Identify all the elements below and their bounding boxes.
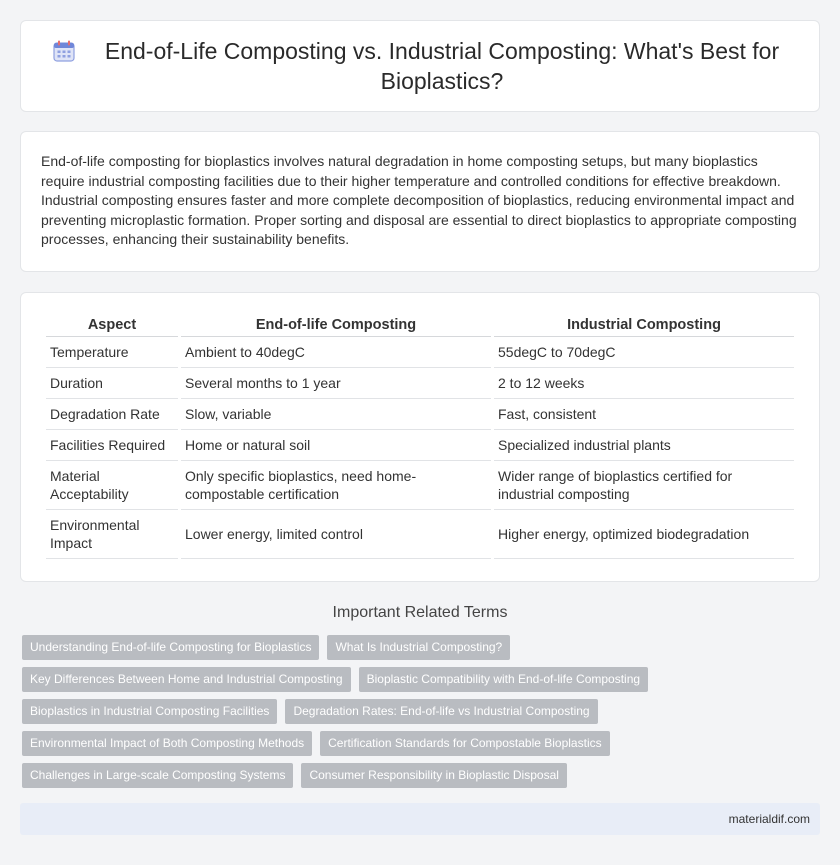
table-row bbox=[46, 461, 794, 510]
intro-card bbox=[20, 131, 820, 272]
intro-text: End-of-life composting for bioplastics involves natural degradation in home composting setups, but many bioplastics require industrial composting facilities due to their higher temperature and controlled conditions for effective breakdown. Industrial composting ensures faster and more complete decomposition of bioplastics, reducing environmental impact and preventing microplastic formation. Proper sorting and disposal are essential to direct bioplastics to appropriate composting processes, enhancing their sustainability benefits. bbox=[41, 153, 797, 247]
related-term-link[interactable]: Degradation Rates: End-of-life vs Industrial Composting bbox=[285, 699, 597, 724]
table-cell: Slow, variable bbox=[181, 399, 491, 430]
table-cell: Facilities Required bbox=[46, 430, 178, 461]
table-cell: Environmental Impact bbox=[46, 510, 178, 559]
related-terms-title: Important Related Terms bbox=[332, 604, 508, 621]
table-cell: 2 to 12 weeks bbox=[494, 368, 794, 399]
comparison-table-card bbox=[20, 292, 820, 582]
footer-site-name[interactable]: materialdif.com bbox=[728, 812, 810, 826]
table-cell: Home or natural soil bbox=[181, 430, 491, 461]
related-term-link[interactable]: Key Differences Between Home and Industrial Composting bbox=[22, 667, 351, 692]
related-term-link[interactable]: Challenges in Large-scale Composting Systems bbox=[22, 763, 293, 788]
header-industrial: Industrial Composting bbox=[494, 311, 794, 337]
related-term-link[interactable]: Bioplastic Compatibility with End-of-life Composting bbox=[359, 667, 648, 692]
table-cell: Higher energy, optimized biodegradation bbox=[494, 510, 794, 559]
comparison-table bbox=[43, 311, 797, 559]
table-row bbox=[46, 368, 794, 399]
related-term-link[interactable]: Certification Standards for Compostable Bioplastics bbox=[320, 731, 609, 756]
table-cell: 55degC to 70degC bbox=[494, 337, 794, 368]
table-row bbox=[46, 337, 794, 368]
table-cell: Lower energy, limited control bbox=[181, 510, 491, 559]
header-end-of-life: End-of-life Composting bbox=[181, 311, 491, 337]
table-cell: Wider range of bioplastics certified for industrial composting bbox=[494, 461, 794, 510]
related-term-link[interactable]: What Is Industrial Composting? bbox=[327, 635, 510, 660]
related-terms-list bbox=[22, 635, 818, 795]
page-title: End-of-Life Composting vs. Industrial Composting: What's Best for Bioplastics? bbox=[104, 38, 780, 94]
table-row bbox=[46, 430, 794, 461]
related-term-link[interactable]: Consumer Responsibility in Bioplastic Disposal bbox=[301, 763, 566, 788]
table-cell: Ambient to 40degC bbox=[181, 337, 491, 368]
table-cell: Duration bbox=[46, 368, 178, 399]
table-cell: Material Acceptability bbox=[46, 461, 178, 510]
footer bbox=[20, 803, 820, 835]
table-cell: Degradation Rate bbox=[46, 399, 178, 430]
table-cell: Several months to 1 year bbox=[181, 368, 491, 399]
table-cell: Temperature bbox=[46, 337, 178, 368]
table-cell: Specialized industrial plants bbox=[494, 430, 794, 461]
header-aspect: Aspect bbox=[46, 311, 178, 337]
related-term-link[interactable]: Understanding End-of-life Composting for Bioplastics bbox=[22, 635, 319, 660]
related-term-link[interactable]: Bioplastics in Industrial Composting Facilities bbox=[22, 699, 277, 724]
table-cell: Fast, consistent bbox=[494, 399, 794, 430]
related-term-link[interactable]: Environmental Impact of Both Composting Methods bbox=[22, 731, 312, 756]
table-row bbox=[46, 399, 794, 430]
table-row bbox=[46, 510, 794, 559]
calendar-icon bbox=[51, 38, 77, 64]
header-card bbox=[20, 20, 820, 112]
table-cell: Only specific bioplastics, need home-compostable certification bbox=[181, 461, 491, 510]
